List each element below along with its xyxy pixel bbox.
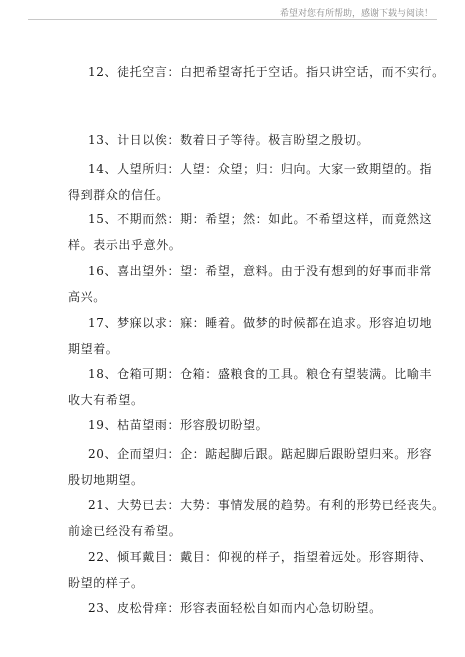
idiom-entry-17 <box>68 310 433 362</box>
entry-line: 得到群众的信任。 <box>68 188 169 202</box>
entry-line: 22、倾耳戴目：戴目：仰视的样子，指望着远处。形容期待、 <box>88 550 433 564</box>
entry-line: 21、大势已去：大势：事情发展的趋势。有利的形势已经丧失。 <box>88 498 445 512</box>
entry-line: 前途已经没有希望。 <box>68 524 182 538</box>
idiom-entry-22 <box>68 544 433 596</box>
entry-line: 期望着。 <box>68 342 119 356</box>
idiom-entry-23 <box>88 595 400 621</box>
entry-line: 16、喜出望外：望：希望，意料。由于没有想到的好事而非常 <box>88 264 433 278</box>
entry-line: 17、梦寐以求：寐：睡着。做梦的时候都在追求。形容迫切地 <box>88 316 433 330</box>
entry-line: 收大有希望。 <box>68 393 144 407</box>
entry-line: 14、人望所归：人望：众望；归：归向。大家一致期望的。指 <box>88 162 433 176</box>
entry-line: 盼望的样子。 <box>68 576 144 590</box>
header-note: 希望对您有所帮助，感谢下载与阅读！ <box>279 9 433 19</box>
entry-line: 12、徒托空言：白把希望寄托于空话。指只讲空话，而不实行。 <box>88 65 445 79</box>
idiom-entry-18 <box>68 361 433 413</box>
idiom-entry-12 <box>88 59 445 85</box>
idiom-entry-15 <box>68 206 433 258</box>
idiom-entry-13 <box>88 127 400 153</box>
header-divider <box>28 19 437 20</box>
entry-line: 13、计日以俟：数着日子等待。极言盼望之殷切。 <box>88 133 370 147</box>
entry-line: 15、不期而然：期：希望；然：如此。不希望这样，而竟然这 <box>88 212 433 226</box>
entry-line: 样。表示出乎意外。 <box>68 238 182 252</box>
entry-line: 23、皮松骨痒：形容表面轻松自如而内心急切盼望。 <box>88 601 382 615</box>
idiom-entry-16 <box>68 258 433 310</box>
idiom-entry-21 <box>68 492 445 544</box>
idiom-entry-14 <box>68 156 433 208</box>
entry-line: 20、企而望归：企：踮起脚后跟。踮起脚后跟盼望归来。形容 <box>88 447 433 461</box>
idiom-entry-20 <box>68 441 433 493</box>
entry-line: 19、枯苗望雨：形容殷切盼望。 <box>88 418 269 432</box>
entry-line: 高兴。 <box>68 290 106 304</box>
idiom-entry-19 <box>88 412 400 438</box>
entry-line: 18、仓箱可期：仓箱：盛粮食的工具。粮仓有望装满。比喻丰 <box>88 367 433 381</box>
entry-line: 殷切地期望。 <box>68 473 144 487</box>
